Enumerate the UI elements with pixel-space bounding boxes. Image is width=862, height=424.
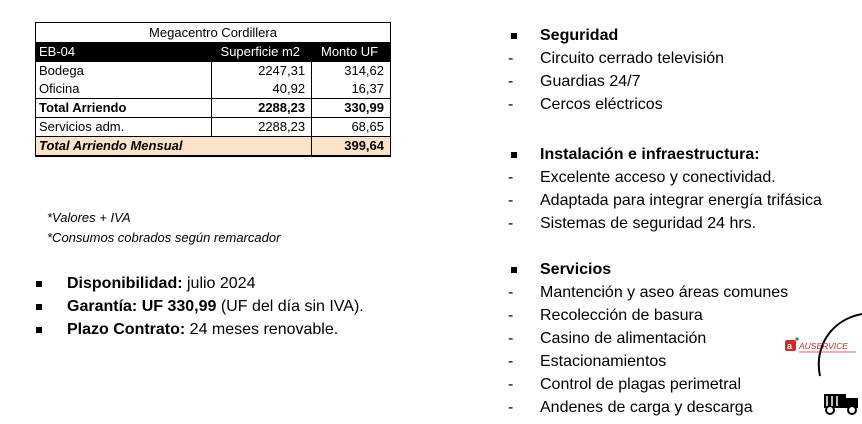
list-item bbox=[508, 304, 788, 327]
total-amount: 399,64 bbox=[312, 137, 391, 157]
item-text: Casino de alimentación bbox=[540, 330, 707, 347]
dash: - bbox=[508, 96, 514, 113]
list-item bbox=[36, 295, 364, 318]
list-item bbox=[508, 47, 724, 70]
list-item bbox=[36, 272, 364, 295]
row-label: Servicios adm. bbox=[36, 118, 212, 137]
table-row bbox=[36, 62, 391, 81]
table-row-total-mensual bbox=[36, 137, 391, 157]
item-text: Sistemas de seguridad 24 hrs. bbox=[540, 215, 757, 232]
table-row-total-arriendo bbox=[36, 99, 391, 118]
bullet-icon bbox=[511, 33, 517, 39]
notes bbox=[47, 208, 280, 248]
list-item bbox=[508, 373, 788, 396]
condition-key: Plazo Contrato: bbox=[67, 321, 186, 338]
bullet-icon bbox=[511, 267, 517, 273]
item-text: Guardias 24/7 bbox=[540, 73, 641, 90]
item-text: Recolección de basura bbox=[540, 307, 703, 324]
row-label: Total Arriendo bbox=[36, 99, 212, 118]
dash: - bbox=[508, 215, 514, 232]
bullet-icon bbox=[511, 152, 517, 158]
row-area: 2247,31 bbox=[212, 62, 312, 81]
rent-table bbox=[35, 22, 391, 157]
auservice-logo-icon bbox=[784, 336, 862, 354]
bullet-icon bbox=[36, 281, 42, 287]
list-item bbox=[36, 318, 364, 341]
dash: - bbox=[508, 169, 514, 186]
bullet-icon bbox=[36, 327, 42, 333]
dash: - bbox=[508, 284, 514, 301]
logo-text: AUSERVICE bbox=[799, 341, 848, 351]
list-item bbox=[508, 212, 822, 235]
item-text: Mantención y aseo áreas comunes bbox=[540, 284, 789, 301]
dash: - bbox=[508, 399, 514, 416]
dash: - bbox=[508, 376, 514, 393]
conditions-list bbox=[36, 272, 364, 341]
list-item bbox=[508, 396, 788, 419]
dash: - bbox=[508, 353, 514, 370]
bullet-icon bbox=[36, 304, 42, 310]
section-title: Instalación e infraestructura: bbox=[540, 146, 760, 163]
col-header-amount: Monto UF bbox=[312, 43, 391, 62]
dash: - bbox=[508, 192, 514, 209]
row-amount: 314,62 bbox=[312, 62, 391, 81]
svg-text:a: a bbox=[787, 341, 793, 351]
row-area: 2288,23 bbox=[212, 99, 312, 118]
dash: - bbox=[508, 73, 514, 90]
item-text: Excelente acceso y conectividad. bbox=[540, 169, 776, 186]
item-text: Control de plagas perimetral bbox=[540, 376, 741, 393]
list-item bbox=[508, 327, 788, 350]
condition-value: 24 meses renovable. bbox=[185, 321, 339, 338]
note-consumos: *Consumos cobrados según remarcador bbox=[47, 230, 281, 245]
item-text: Andenes de carga y descarga bbox=[540, 399, 753, 416]
dash: - bbox=[508, 307, 514, 324]
item-text: Estacionamientos bbox=[540, 353, 667, 370]
row-amount: 330,99 bbox=[312, 99, 391, 118]
row-amount: 16,37 bbox=[312, 80, 391, 99]
dash: - bbox=[508, 50, 514, 67]
list-item bbox=[508, 93, 724, 116]
dash: - bbox=[508, 330, 514, 347]
total-label: Total Arriendo Mensual bbox=[36, 137, 312, 157]
note-iva: *Valores + IVA bbox=[47, 210, 131, 225]
table-title: Megacentro Cordillera bbox=[36, 23, 391, 43]
list-item bbox=[508, 70, 724, 93]
section-servicios bbox=[508, 258, 788, 419]
condition-value: (UF del día sin IVA). bbox=[216, 298, 364, 315]
col-header-area: Superficie m2 bbox=[212, 43, 312, 62]
section-title: Servicios bbox=[540, 261, 612, 278]
item-text: Circuito cerrado televisión bbox=[540, 50, 725, 67]
section-seguridad bbox=[508, 24, 724, 116]
row-label: Oficina bbox=[36, 80, 212, 99]
row-area: 40,92 bbox=[212, 80, 312, 99]
auservice-logo bbox=[784, 336, 862, 354]
table-row bbox=[36, 80, 391, 99]
list-item bbox=[508, 189, 822, 212]
condition-key: Garantía: UF 330,99 bbox=[67, 298, 217, 315]
item-text: Adaptada para integrar energía trifásica bbox=[540, 192, 822, 209]
list-item bbox=[508, 350, 788, 373]
condition-value: julio 2024 bbox=[182, 275, 256, 292]
table-row bbox=[36, 118, 391, 137]
row-amount: 68,65 bbox=[312, 118, 391, 137]
list-item bbox=[508, 281, 788, 304]
section-instalacion bbox=[508, 143, 822, 235]
row-label: Bodega bbox=[36, 62, 212, 81]
col-header-unit: EB-04 bbox=[36, 43, 212, 62]
row-area: 2288,23 bbox=[212, 118, 312, 137]
condition-key: Disponibilidad: bbox=[67, 275, 183, 292]
item-text: Cercos eléctricos bbox=[540, 96, 663, 113]
section-title: Seguridad bbox=[540, 27, 619, 44]
list-item bbox=[508, 166, 822, 189]
truck-emblem-icon bbox=[800, 308, 862, 424]
